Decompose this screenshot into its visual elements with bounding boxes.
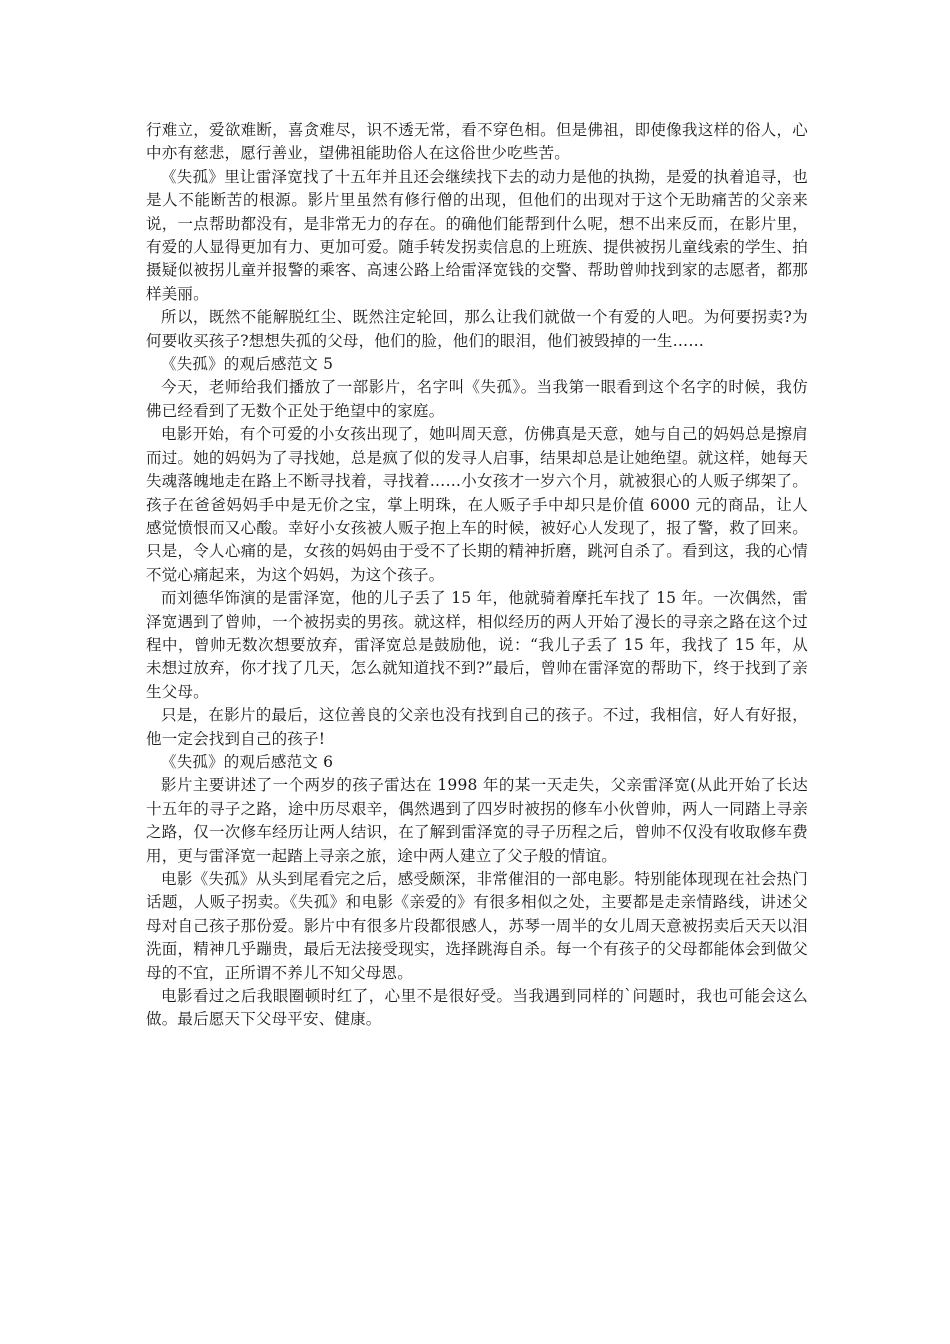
paragraph: 只是，在影片的最后，这位善良的父亲也没有找到自己的孩子。不过，我相信，好人有好报，他一定会找到自己的孩子!: [146, 706, 808, 748]
paragraph: 影片主要讲述了一个两岁的孩子雷达在 1998 年的某一天走失，父亲雷泽宽(从此开始了长达十五年的寻子之路，途中历尽艰辛，偶然遇到了四岁时被拐的修车小伙曾帅，两人一同踏上寻亲之路，仅一次修车经历让两人结识，在了解到雷泽宽的寻子历程之后，曾帅不仅没有收取修车费用，更与雷泽宽一起踏上寻亲之旅，途中两人建立了父子般的情谊。: [146, 776, 808, 865]
section-heading: 《失孤》的观后感范文 6: [161, 752, 334, 771]
paragraph: 《失孤》里让雷泽宽找了十五年并且还会继续找下去的动力是他的执拗，是爱的执着追寻，也是人不能断苦的根源。影片里虽然有修行僧的出现，但他们的出现对于这个无助痛苦的父亲来说，一点帮助都没有，是非常无力的存在。的确他们能帮到什么呢，想不出来反而，在影片里，有爱的人显得更加有力、更加可爱。随手转发拐卖信息的上班族、提供被拐儿童线索的学生、拍摄疑似被拐儿童并报警的乘客、高速公路上给雷泽宽钱的交警、帮助曾帅找到家的志愿者，都那样美丽。: [146, 167, 808, 303]
section-heading: 《失孤》的观后感范文 5: [161, 355, 334, 374]
paragraph: 今天，老师给我们播放了一部影片，名字叫《失孤》。当我第一眼看到这个名字的时候，我仿佛已经看到了无数个正处于绝望中的家庭。: [146, 378, 808, 420]
paragraph: 电影看过之后我眼圈顿时红了，心里不是很好受。当我遇到同样的`问题时，我也可能会这么做。最后愿天下父母平安、健康。: [146, 987, 808, 1029]
paragraph: 而刘德华饰演的是雷泽宽，他的儿子丢了 15 年，他就骑着摩托车找了 15 年。一次偶然，雷泽宽遇到了曾帅，一个被拐卖的男孩。就这样，相似经历的两人开始了漫长的寻亲之路在这个过程中，曾帅无数次想要放弃，雷泽宽总是鼓励他，说：“我儿子丢了 15 年，我找了 15 年，从未想过放弃，你才找了几天，怎么就知道找不到?”最后，曾帅在雷泽宽的帮助下，终于找到了亲生父母。: [146, 589, 808, 701]
paragraph: 所以，既然不能解脱红尘、既然注定轮回，那么让我们就做一个有爱的人吧。为何要拐卖?为何要收买孩子?想想失孤的父母，他们的脸，他们的眼泪，他们被毁掉的一生……: [146, 308, 808, 350]
paragraph: 电影开始，有个可爱的小女孩出现了，她叫周天意，仿佛真是天意，她与自己的妈妈总是擦肩而过。她的妈妈为了寻找她，总是疯了似的发寻人启事，结果却总是让她绝望。就这样，她每天失魂落魄地走在路上不断寻找着，寻找着……小女孩才一岁六个月，就被狠心的人贩子绑架了。孩子在爸爸妈妈手中是无价之宝，掌上明珠，在人贩子手中却只是价值 6000 元的商品，让人感觉愤恨而又心酸。幸好小女孩被人贩子抱上车的时候，被好心人发现了，报了警，救了回来。只是，令人心痛的是，女孩的妈妈由于受不了长期的精神折磨，跳河自杀了。看到这，我的心情不觉心痛起来，为这个妈妈，为这个孩子。: [146, 425, 808, 584]
paragraph: 行难立，爱欲难断，喜贪难尽，识不透无常，看不穿色相。但是佛祖，即使像我这样的俗人，心中亦有慈悲，愿行善业，望佛祖能助俗人在这俗世少吃些苦。: [146, 121, 808, 163]
paragraph: 电影《失孤》从头到尾看完之后，感受颇深，非常催泪的一部电影。特别能体现现在社会热门话题，人贩子拐卖。《失孤》和电影《亲爱的》有很多相似之处，主要都是走亲情路线，讲述父母对自己孩子那份爱。影片中有很多片段都很感人，苏琴一周半的女儿周天意被拐卖后天天以泪洗面，精神几乎蹦贵，最后无法接受现实，选择跳海自杀。每一个有孩子的父母都能体会到做父母的不宜，正所谓不养儿不知父母恩。: [146, 870, 808, 982]
document-body: [146, 119, 808, 1032]
